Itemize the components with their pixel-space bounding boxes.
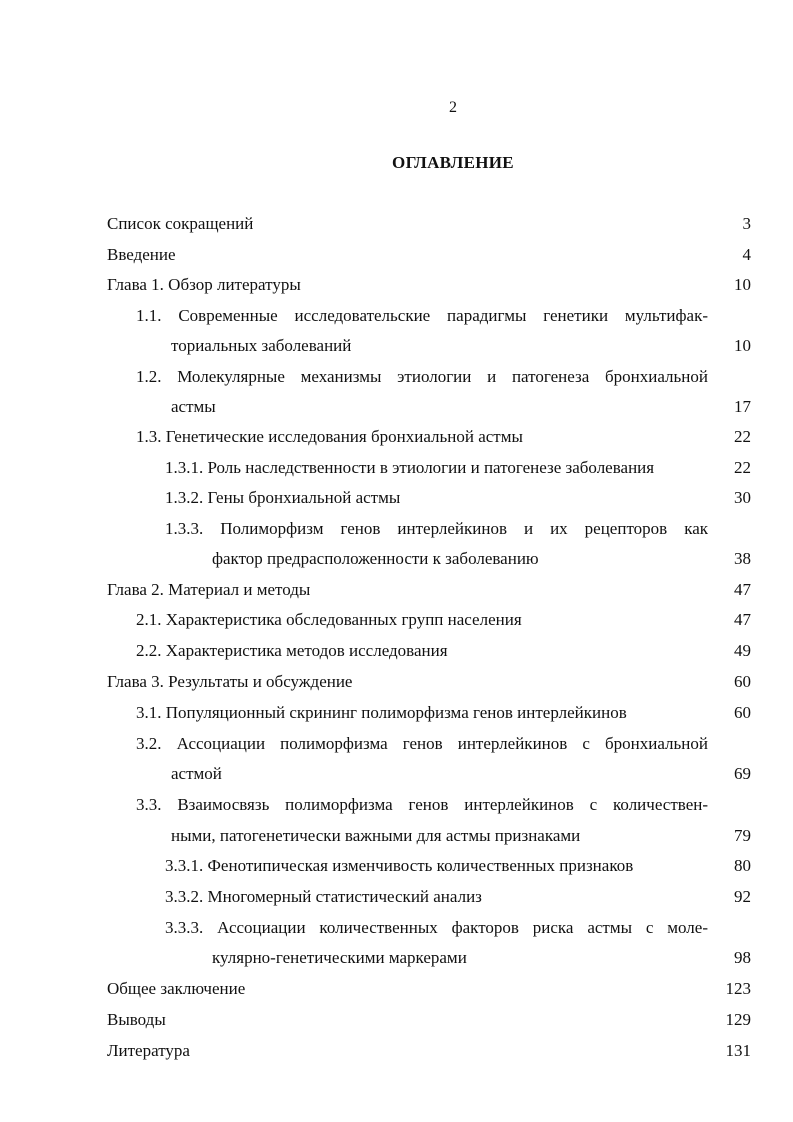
toc-entry-page: 131 — [725, 1041, 751, 1060]
toc-entry-page: 80 — [734, 856, 751, 875]
toc-entry-page: 30 — [734, 488, 751, 507]
toc-entry-title: 1.3.3. Полиморфизм генов интерлейкинов и их рецепторов как — [165, 519, 708, 538]
toc-entry-title: 3.3.3. Ассоциации количественных факторов риска астмы с моле- — [165, 918, 708, 937]
toc-entry-title-continued: ториальных заболеваний — [171, 336, 352, 355]
toc-entry-page: 98 — [734, 948, 751, 967]
toc-entry-title: 3.2. Ассоциации полиморфизма генов интерлейкинов с бронхиальной — [136, 734, 708, 753]
page-number: 2 — [449, 99, 457, 116]
toc-entry-page: 17 — [734, 397, 751, 416]
toc-entry-page: 38 — [734, 549, 751, 568]
toc-entry-title: Общее заключение — [107, 979, 246, 998]
toc-entry-title: 3.3. Взаимосвязь полиморфизма генов интерлейкинов с количествен- — [136, 795, 708, 814]
toc-entry-page: 47 — [734, 580, 751, 599]
toc-entry-title: 2.2. Характеристика методов исследования — [136, 641, 448, 660]
toc-entry-title: 1.2. Молекулярные механизмы этиологии и патогенеза бронхиальной — [136, 367, 708, 386]
toc-entry-title-continued: кулярно-генетическими маркерами — [212, 948, 467, 967]
toc-entry-title: 1.3.2. Гены бронхиальной астмы — [165, 488, 401, 507]
toc-entry-page: 92 — [734, 887, 751, 906]
toc-entry-page: 49 — [734, 641, 751, 660]
toc-entry-page: 10 — [734, 336, 751, 355]
toc-entry-page: 3 — [742, 214, 751, 233]
toc-entry-title: Глава 3. Результаты и обсуждение — [107, 672, 353, 691]
toc-entry-title: Список сокращений — [107, 214, 254, 233]
toc-entry-title: Выводы — [107, 1010, 166, 1029]
toc-entry-title: 1.3. Генетические исследования бронхиальной астмы — [136, 427, 523, 446]
toc-entry-title-continued: ными, патогенетически важными для астмы признаками — [171, 826, 581, 845]
toc-entry-title: 3.3.1. Фенотипическая изменчивость количественных признаков — [165, 856, 634, 875]
toc-entry-page: 60 — [734, 703, 751, 722]
page-title: ОГЛАВЛЕНИЕ — [392, 153, 514, 172]
toc-entry-page: 4 — [742, 245, 751, 264]
toc-entry-title: 1.1. Современные исследовательские парадигмы генетики мультифак- — [136, 306, 708, 325]
toc-entry-page: 129 — [725, 1010, 751, 1029]
toc-entry-title: 3.1. Популяционный скрининг полиморфизма генов интерлейкинов — [136, 703, 627, 722]
toc-entry-page: 22 — [734, 458, 751, 477]
toc-entry-page: 22 — [734, 427, 751, 446]
toc-entry-page: 47 — [734, 610, 751, 629]
toc-entry-page: 60 — [734, 672, 751, 691]
toc-entry-title-continued: астмой — [171, 764, 222, 783]
toc-entry-page: 123 — [725, 979, 751, 998]
toc-entry-page: 79 — [734, 826, 751, 845]
toc-entry-page: 10 — [734, 275, 751, 294]
toc-entry-title: 3.3.2. Многомерный статистический анализ — [165, 887, 482, 906]
toc-entry-title: Глава 2. Материал и методы — [107, 580, 311, 599]
toc-entry-title: 2.1. Характеристика обследованных групп населения — [136, 610, 522, 629]
toc-entry-title-continued: фактор предрасположенности к заболеванию — [212, 549, 539, 568]
toc-entry-title: 1.3.1. Роль наследственности в этиологии и патогенезе заболевания — [165, 458, 655, 477]
toc-entry-title: Литература — [107, 1041, 190, 1060]
toc-entry-title-continued: астмы — [171, 397, 216, 416]
toc-entry-title: Глава 1. Обзор литературы — [107, 275, 301, 294]
toc-entry-title: Введение — [107, 245, 176, 264]
toc-entry-page: 69 — [734, 764, 751, 783]
